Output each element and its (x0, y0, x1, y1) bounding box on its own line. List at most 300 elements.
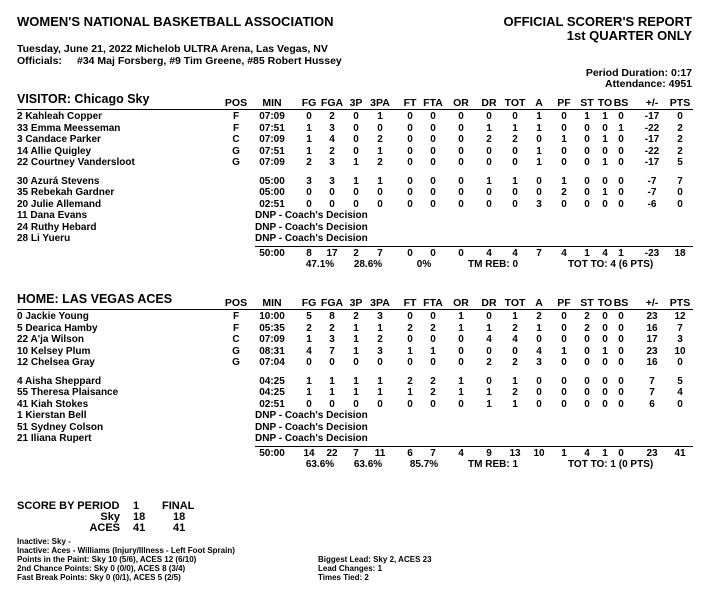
player-row (0, 134, 710, 146)
player-fga: 0 (329, 198, 335, 210)
player-plus-minus: -7 (647, 187, 657, 198)
col-header-pos: POS (224, 297, 248, 309)
player-tot: 4 (512, 334, 518, 345)
player-st: 0 (584, 145, 590, 157)
times-tied: Times Tied: 2 (318, 573, 369, 582)
player-dr: 2 (486, 357, 492, 368)
player-fta: 0 (430, 175, 436, 187)
player-fg: 5 (306, 311, 312, 322)
player-to: 0 (602, 145, 608, 157)
total-pts: 18 (674, 247, 686, 259)
player-bs: 0 (618, 311, 624, 322)
player-dr: 1 (486, 122, 492, 134)
col-header-pts: PTS (669, 97, 691, 109)
player-bs: 0 (618, 145, 624, 157)
player-bs: 0 (618, 345, 624, 357)
col-header-fta: FTA (423, 97, 443, 109)
player-tot: 0 (512, 145, 518, 157)
total-3p: 7 (353, 447, 359, 459)
total-to: 1 (602, 447, 608, 459)
player-name: 30 Azurá Stevens (17, 175, 100, 187)
attendance: Attendance: 4951 (605, 78, 692, 90)
dnp-note: DNP - Coach's Decision (255, 210, 368, 221)
player-pf: 0 (561, 375, 567, 387)
player-plus-minus: 7 (649, 375, 655, 387)
player-3p: 0 (353, 122, 359, 134)
player-dr: 1 (486, 387, 492, 398)
player-to: 0 (602, 198, 608, 210)
player-3p: 0 (353, 357, 359, 368)
player-pts: 0 (677, 357, 683, 368)
player-pts: 0 (677, 111, 683, 122)
player-or: 0 (458, 345, 464, 357)
player-pf: 0 (561, 387, 567, 398)
player-bs: 0 (618, 198, 624, 210)
player-3pa: 0 (377, 187, 383, 198)
player-fta: 0 (430, 357, 436, 368)
player-min: 05:35 (259, 322, 285, 334)
visitor-totals-divider (255, 246, 693, 247)
player-or: 1 (458, 322, 464, 334)
score-sky-final: 18 (173, 511, 186, 523)
player-name: 33 Emma Meesseman (17, 122, 121, 134)
three-pt-percent: 28.6% (353, 259, 383, 270)
player-to: 1 (602, 111, 608, 122)
player-or: 0 (458, 398, 464, 410)
player-fg: 1 (306, 334, 312, 345)
col-header-st: ST (580, 297, 594, 309)
player-to: 0 (602, 322, 608, 334)
player-dr: 0 (486, 157, 492, 168)
player-name: 14 Allie Quigley (17, 145, 92, 157)
player-fg: 1 (306, 145, 312, 157)
player-3p: 2 (353, 311, 359, 322)
player-row (0, 176, 710, 188)
player-pf: 1 (561, 175, 567, 187)
home-percent-row (0, 459, 710, 471)
visitor-percent-row (0, 259, 710, 271)
player-name: 28 Li Yueru (17, 233, 71, 244)
player-row (0, 199, 710, 211)
score-aces-final: 41 (173, 522, 186, 534)
total-pts: 41 (674, 447, 686, 459)
home-totals-row (0, 448, 710, 460)
player-fg: 1 (306, 387, 312, 398)
player-st: 0 (584, 387, 590, 398)
player-ft: 1 (407, 345, 413, 357)
player-st: 0 (584, 334, 590, 345)
player-name: 2 Kahleah Copper (17, 111, 103, 122)
player-fga: 2 (329, 145, 335, 157)
player-dr: 0 (486, 111, 492, 122)
player-or: 0 (458, 134, 464, 145)
col-header-bs: BS (613, 97, 629, 109)
player-plus-minus: 16 (646, 322, 658, 334)
player-pts: 2 (677, 134, 683, 145)
player-3p: 1 (353, 334, 359, 345)
player-pf: 0 (561, 122, 567, 134)
player-or: 0 (458, 145, 464, 157)
player-3p: 1 (353, 322, 359, 334)
period-duration: Period Duration: 0:17 (585, 67, 692, 79)
quarter-label: 1st QUARTER ONLY (566, 28, 692, 43)
player-pos: F (232, 311, 240, 322)
player-bs: 0 (618, 157, 624, 168)
total-fg: 14 (303, 447, 315, 459)
player-a: 0 (536, 134, 542, 145)
player-dr: 0 (486, 375, 492, 387)
player-min: 07:09 (259, 157, 285, 168)
player-dr: 0 (486, 311, 492, 322)
player-a: 0 (536, 187, 542, 198)
player-pts: 10 (674, 345, 686, 357)
total-bs: 1 (618, 247, 624, 259)
player-3p: 1 (353, 175, 359, 187)
score-team-sky: Sky (100, 511, 120, 523)
player-to: 0 (602, 375, 608, 387)
col-header-tot: TOT (504, 97, 526, 109)
player-st: 0 (584, 198, 590, 210)
col-header-fg: FG (301, 297, 317, 309)
player-tot: 1 (512, 398, 518, 410)
player-name: 24 Ruthy Hebard (17, 221, 97, 233)
player-pts: 12 (674, 311, 686, 322)
player-min: 08:31 (259, 345, 285, 357)
player-pts: 2 (677, 122, 683, 134)
total-min: 50:00 (259, 247, 285, 259)
player-bs: 0 (618, 175, 624, 187)
player-bs: 1 (618, 122, 624, 134)
player-row (0, 346, 710, 358)
player-3pa: 0 (377, 357, 383, 368)
total-dr: 9 (486, 447, 492, 459)
player-fga: 0 (329, 398, 335, 410)
player-or: 0 (458, 111, 464, 122)
player-dr: 0 (486, 345, 492, 357)
player-fg: 1 (306, 375, 312, 387)
player-row (0, 357, 710, 369)
total-fga: 22 (326, 447, 338, 459)
home-team-title: HOME: LAS VEGAS ACES (17, 292, 173, 306)
player-name: 35 Rebekah Gardner (17, 187, 115, 198)
player-plus-minus: -7 (647, 175, 657, 187)
player-fta: 2 (430, 387, 436, 398)
player-name: 3 Candace Parker (17, 134, 101, 145)
player-st: 0 (584, 187, 590, 198)
player-plus-minus: 16 (646, 357, 658, 368)
player-fg: 2 (306, 322, 312, 334)
three-pt-percent: 63.6% (353, 459, 383, 470)
player-fg: 1 (306, 122, 312, 134)
visitor-totals-row (0, 248, 710, 260)
col-header-ft: FT (403, 97, 417, 109)
player-to: 0 (602, 357, 608, 368)
col-header-ft: FT (403, 297, 417, 309)
score-final-label: FINAL (162, 500, 195, 512)
player-tot: 1 (512, 311, 518, 322)
player-bs: 0 (618, 387, 624, 398)
dnp-row (0, 410, 710, 422)
player-name: 41 Kiah Stokes (17, 398, 89, 410)
player-fg: 2 (306, 157, 312, 168)
player-fta: 0 (430, 134, 436, 145)
dnp-note: DNP - Coach's Decision (255, 410, 368, 421)
player-name: 11 Dana Evans (17, 210, 88, 221)
player-bs: 0 (618, 111, 624, 122)
score-aces-q1: 41 (133, 522, 146, 534)
player-3p: 0 (353, 187, 359, 198)
dnp-note: DNP - Coach's Decision (255, 221, 368, 233)
player-ft: 0 (407, 357, 413, 368)
report-title: OFFICIAL SCORER'S REPORT (503, 14, 692, 29)
player-row (0, 387, 710, 399)
player-pts: 7 (677, 175, 683, 187)
col-header-min: MIN (262, 97, 282, 109)
player-fga: 1 (329, 375, 335, 387)
points-in-paint: Points in the Paint: Sky 10 (5/6), ACES 12 (6/10) (17, 555, 197, 564)
player-name: 51 Sydney Colson (17, 421, 104, 433)
player-pf: 0 (561, 311, 567, 322)
player-pf: 0 (561, 111, 567, 122)
player-min: 07:09 (259, 111, 285, 122)
player-dr: 0 (486, 198, 492, 210)
player-a: 0 (536, 175, 542, 187)
player-tot: 2 (512, 387, 518, 398)
total-bs: 0 (618, 447, 624, 459)
col-header-min: MIN (262, 297, 282, 309)
player-3pa: 0 (377, 398, 383, 410)
player-pts: 3 (677, 334, 683, 345)
player-row (0, 334, 710, 346)
player-to: 0 (602, 387, 608, 398)
player-3pa: 2 (377, 157, 383, 168)
player-min: 07:04 (259, 357, 285, 368)
player-pf: 2 (561, 187, 567, 198)
player-ft: 2 (407, 375, 413, 387)
player-min: 07:09 (259, 334, 285, 345)
player-pf: 0 (561, 322, 567, 334)
player-ft: 0 (407, 122, 413, 134)
dnp-note: DNP - Coach's Decision (255, 421, 368, 433)
total-or: 4 (458, 447, 464, 459)
player-tot: 0 (512, 198, 518, 210)
player-pf: 1 (561, 134, 567, 145)
dnp-note: DNP - Coach's Decision (255, 433, 368, 444)
col-header-to: TO (597, 97, 613, 109)
player-bs: 0 (618, 357, 624, 368)
player-pts: 5 (677, 375, 683, 387)
player-fga: 4 (329, 134, 335, 145)
home-header-divider (17, 309, 693, 310)
dnp-row (0, 222, 710, 234)
player-st: 0 (584, 122, 590, 134)
player-pos: F (232, 122, 240, 134)
player-pos: G (232, 157, 240, 168)
player-st: 0 (584, 175, 590, 187)
player-pts: 0 (677, 187, 683, 198)
player-3pa: 2 (377, 334, 383, 345)
player-row (0, 111, 710, 123)
player-3pa: 3 (377, 311, 383, 322)
player-fga: 3 (329, 122, 335, 134)
player-pts: 2 (677, 145, 683, 157)
player-3p: 0 (353, 398, 359, 410)
player-3pa: 0 (377, 122, 383, 134)
player-fta: 0 (430, 157, 436, 168)
dnp-note: DNP - Coach's Decision (255, 233, 368, 244)
player-or: 0 (458, 198, 464, 210)
player-a: 0 (536, 387, 542, 398)
player-fta: 1 (430, 345, 436, 357)
col-header-3pa: 3PA (370, 297, 390, 309)
player-name: 22 Courtney Vandersloot (17, 157, 135, 168)
col-header-pf: PF (557, 97, 571, 109)
player-3p: 1 (353, 375, 359, 387)
player-plus-minus: -22 (644, 145, 660, 157)
col-header-dr: DR (481, 97, 497, 109)
player-to: 0 (602, 122, 608, 134)
col-header-fta: FTA (423, 297, 443, 309)
player-pts: 7 (677, 322, 683, 334)
total-turnovers: TOT TO: 1 (0 PTS) (568, 459, 654, 470)
player-ft: 0 (407, 187, 413, 198)
player-fg: 4 (306, 345, 312, 357)
player-a: 1 (536, 111, 542, 122)
player-row (0, 399, 710, 411)
fg-percent: 47.1% (305, 259, 335, 270)
player-or: 0 (458, 334, 464, 345)
col-header-3p: 3P (349, 297, 363, 309)
player-a: 0 (536, 398, 542, 410)
player-a: 1 (536, 322, 542, 334)
player-min: 07:51 (259, 145, 285, 157)
player-plus-minus: 6 (649, 398, 655, 410)
player-ft: 0 (407, 134, 413, 145)
col-header-pos: POS (224, 97, 248, 109)
total-ft: 0 (407, 247, 413, 259)
player-ft: 2 (407, 322, 413, 334)
player-tot: 0 (512, 187, 518, 198)
player-st: 2 (584, 322, 590, 334)
player-plus-minus: 23 (646, 311, 658, 322)
col-header-plus-minus: +/- (645, 297, 659, 309)
player-or: 0 (458, 187, 464, 198)
player-a: 0 (536, 375, 542, 387)
col-header-3pa: 3PA (370, 97, 390, 109)
player-fg: 0 (306, 357, 312, 368)
player-min: 04:25 (259, 375, 285, 387)
player-tot: 2 (512, 322, 518, 334)
col-header-st: ST (580, 97, 594, 109)
total-or: 0 (458, 247, 464, 259)
player-fga: 3 (329, 157, 335, 168)
total-tot: 4 (512, 247, 518, 259)
player-fga: 0 (329, 357, 335, 368)
player-3pa: 0 (377, 198, 383, 210)
player-fg: 0 (306, 187, 312, 198)
player-to: 1 (602, 187, 608, 198)
player-or: 0 (458, 175, 464, 187)
player-3pa: 1 (377, 111, 383, 122)
player-row (0, 146, 710, 158)
player-a: 0 (536, 334, 542, 345)
player-a: 3 (536, 198, 542, 210)
player-row (0, 323, 710, 335)
player-name: 20 Julie Allemand (17, 198, 102, 210)
player-to: 0 (602, 175, 608, 187)
player-st: 0 (584, 375, 590, 387)
player-ft: 0 (407, 311, 413, 322)
col-header-fga: FGA (320, 97, 344, 109)
player-st: 0 (584, 357, 590, 368)
officials-label: Officials: (17, 55, 62, 67)
player-fga: 3 (329, 334, 335, 345)
col-header-or: OR (453, 97, 469, 109)
player-fta: 0 (430, 334, 436, 345)
player-plus-minus: -17 (644, 157, 660, 168)
total-a: 10 (533, 447, 545, 459)
team-rebounds: TM REB: 1 (468, 459, 518, 470)
score-team-aces: ACES (89, 522, 120, 534)
player-or: 1 (458, 375, 464, 387)
player-tot: 2 (512, 357, 518, 368)
player-pts: 5 (677, 157, 683, 168)
player-fta: 2 (430, 375, 436, 387)
ft-percent: 0% (416, 259, 432, 270)
league-title: WOMEN'S NATIONAL BASKETBALL ASSOCIATION (17, 14, 334, 29)
col-header-fg: FG (301, 97, 317, 109)
player-st: 0 (584, 398, 590, 410)
total-plus-minus: 23 (646, 447, 658, 459)
visitor-column-header (0, 96, 710, 110)
player-ft: 0 (407, 145, 413, 157)
player-3p: 0 (353, 198, 359, 210)
player-3pa: 1 (377, 375, 383, 387)
player-or: 1 (458, 387, 464, 398)
player-pf: 0 (561, 357, 567, 368)
player-fta: 0 (430, 198, 436, 210)
player-pos: C (232, 134, 240, 145)
player-dr: 1 (486, 322, 492, 334)
player-fga: 0 (329, 187, 335, 198)
player-dr: 4 (486, 334, 492, 345)
total-pf: 1 (561, 447, 567, 459)
player-fg: 3 (306, 175, 312, 187)
col-header-3p: 3P (349, 97, 363, 109)
player-fg: 0 (306, 398, 312, 410)
score-by-period-label: SCORE BY PERIOD (17, 500, 120, 512)
player-3p: 1 (353, 387, 359, 398)
player-row (0, 123, 710, 135)
player-pts: 0 (677, 398, 683, 410)
player-3p: 0 (353, 134, 359, 145)
player-plus-minus: 23 (646, 345, 658, 357)
officials-list: #34 Maj Forsberg, #9 Tim Greene, #85 Robert Hussey (77, 55, 342, 67)
total-st: 1 (584, 247, 590, 259)
col-header-pf: PF (557, 297, 571, 309)
player-tot: 0 (512, 157, 518, 168)
col-header-a: A (535, 297, 543, 309)
player-a: 1 (536, 145, 542, 157)
score-sky-q1: 18 (133, 511, 146, 523)
player-row (0, 187, 710, 199)
player-3p: 0 (353, 111, 359, 122)
player-ft: 0 (407, 157, 413, 168)
player-bs: 0 (618, 334, 624, 345)
player-dr: 0 (486, 145, 492, 157)
total-fta: 7 (430, 447, 436, 459)
player-dr: 0 (486, 187, 492, 198)
